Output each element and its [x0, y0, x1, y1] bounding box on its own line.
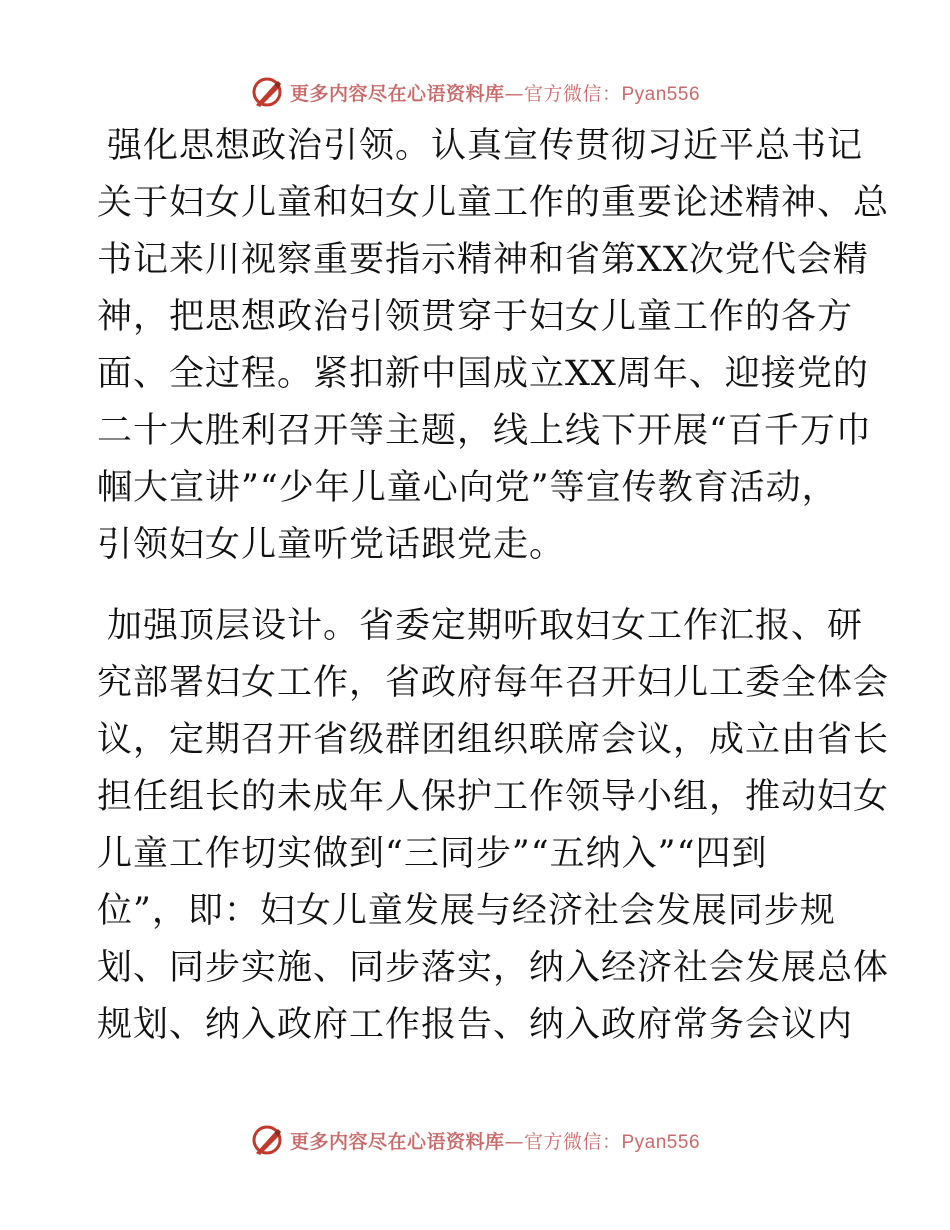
paragraph-line: 二十大胜利召开等主题，线上线下开展“百千万巾: [97, 411, 872, 451]
paragraph-line: 加强顶层设计。省委定期听取妇女工作汇报、研: [107, 606, 864, 646]
banner-wechat-id: Pyan556: [621, 83, 701, 105]
paragraph-line: 关于妇女儿童和妇女儿童工作的重要论述精神、总: [97, 183, 890, 223]
footer-banner: [0, 1120, 950, 1160]
banner-main-text: 更多内容尽在心语资料库: [289, 1130, 505, 1153]
paragraph-line: 究部署妇女工作，省政府每年召开妇儿工委全体会: [97, 663, 890, 703]
paragraph-line: 担任组长的未成年人保护工作领导小组，推动妇女: [97, 777, 890, 817]
pen-circle-logo-icon: [250, 75, 284, 109]
paragraph-line: 书记来川视察重要指示精神和省第XX次党代会精: [97, 240, 869, 280]
paragraph-2: [97, 598, 890, 1054]
banner-separator: —: [504, 1130, 524, 1153]
paragraph-line: 神，把思想政治引领贯穿于妇女儿童工作的各方: [97, 297, 854, 337]
banner-text: [290, 79, 700, 106]
paragraph-line: 划、同步实施、同步落实，纳入经济社会发展总体: [97, 948, 890, 988]
paragraph-line: 规划、纳入政府工作报告、纳入政府常务会议内: [97, 1005, 854, 1045]
banner-label: 官方微信：: [523, 1130, 622, 1153]
paragraph-line: 儿童工作切实做到“三同步”“五纳入”“四到: [97, 834, 768, 874]
paragraph-line: 帼大宣讲”“少年儿童心向党”等宣传教育活动，: [97, 468, 838, 508]
banner-main-text: 更多内容尽在心语资料库: [289, 82, 505, 105]
paragraph-line: 面、全过程。紧扣新中国成立XX周年、迎接党的: [97, 354, 869, 394]
paragraph-line: 位”，即：妇女儿童发展与经济社会发展同步规: [97, 891, 836, 931]
pen-circle-logo-icon: [250, 1123, 284, 1157]
header-banner: [0, 72, 950, 112]
paragraph-line: 强化思想政治引领。认真宣传贯彻习近平总书记: [107, 126, 864, 166]
banner-text: [290, 1127, 700, 1154]
banner-separator: —: [504, 82, 524, 105]
banner-label: 官方微信：: [523, 82, 622, 105]
paragraph-line: 议，定期召开省级群团组织联席会议，成立由省长: [97, 720, 890, 760]
paragraph-line: 引领妇女儿童听党话跟党走。: [97, 525, 566, 565]
banner-wechat-id: Pyan556: [621, 1131, 701, 1153]
paragraph-1: [97, 118, 890, 574]
